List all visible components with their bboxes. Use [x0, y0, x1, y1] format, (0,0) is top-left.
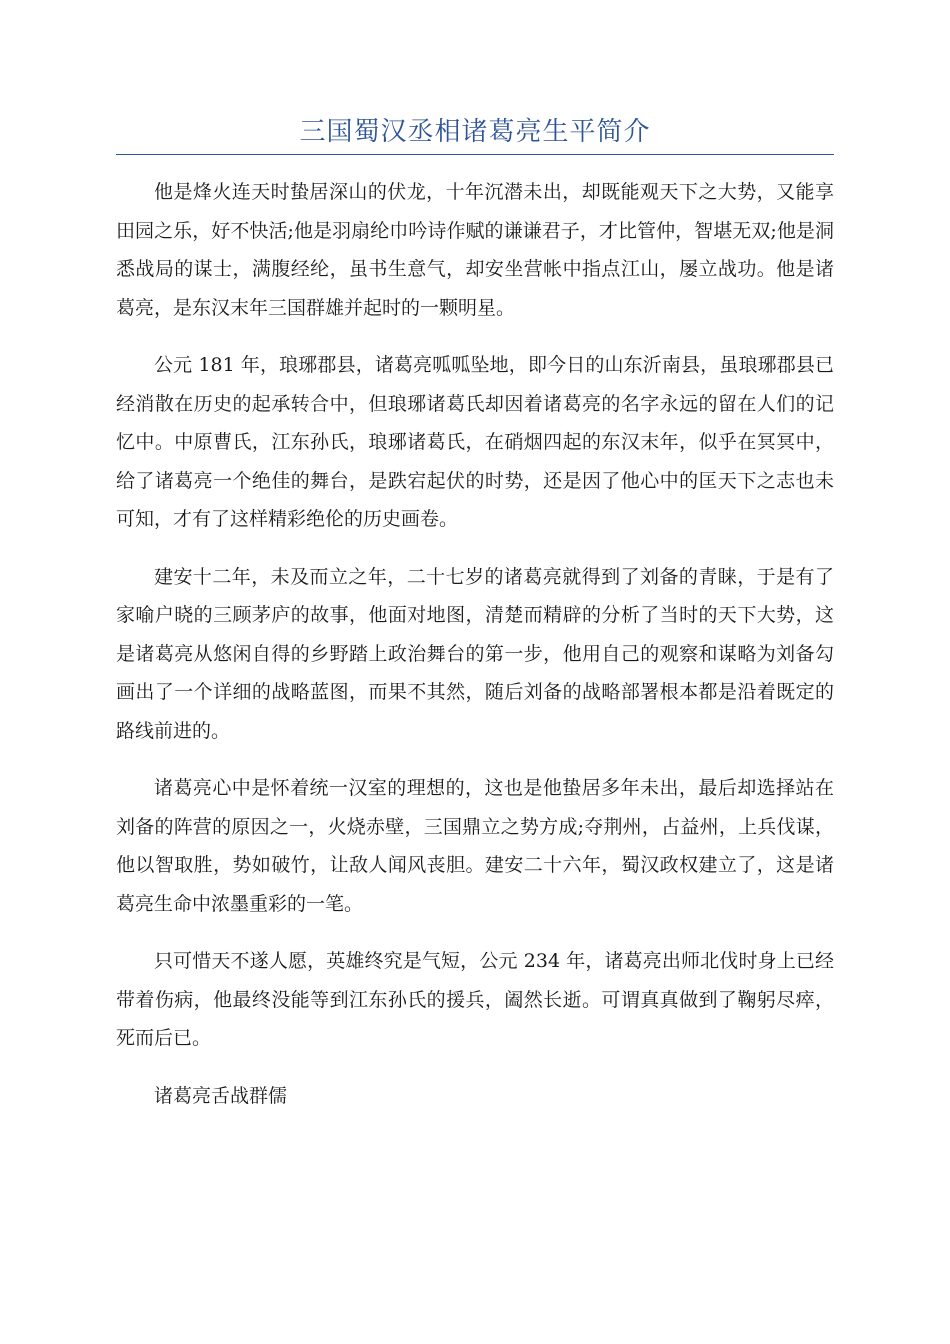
- paragraph-4: 诸葛亮心中是怀着统一汉室的理想的，这也是他蛰居多年未出，最后却选择站在刘备的阵营的原因之一，火烧赤壁，三国鼎立之势方成;夺荆州，占益州，上兵伐谋，他以智取胜，势如破竹，让敌人闻风丧胆。建安二十六年，蜀汉政权建立了，这是诸葛亮生命中浓墨重彩的一笔。: [116, 777, 834, 915]
- document-body: [116, 173, 834, 1134]
- section-heading: 诸葛亮舌战群儒: [154, 1084, 288, 1107]
- title-underline: [116, 154, 834, 155]
- paragraph-3: 建安十二年，未及而立之年，二十七岁的诸葛亮就得到了刘备的青睐，于是有了家喻户晓的三顾茅庐的故事，他面对地图，清楚而精辟的分析了当时的天下大势，这是诸葛亮从悠闲自得的乡野踏上政治舞台的第一步，他用自己的观察和谋略为刘备勾画出了一个详细的战略蓝图，而果不其然，随后刘备的战略部署根本都是沿着既定的路线前进的。: [116, 565, 834, 742]
- paragraph-5: 只可惜天不遂人愿，英雄终究是气短，公元 234 年，诸葛亮出师北伐时身上已经带着伤病，他最终没能等到江东孙氏的援兵，阖然长逝。可谓真真做到了鞠躬尽瘁，死而后已。: [116, 950, 834, 1049]
- document-title: 三国蜀汉丞相诸葛亮生平简介: [299, 117, 651, 147]
- paragraph-1: 他是烽火连天时蛰居深山的伏龙，十年沉潜未出，却既能观天下之大势，又能享田园之乐，好不快活;他是羽扇纶巾吟诗作赋的谦谦君子，才比管仲，智堪无双;他是洞悉战局的谋士，满腹经纶，虽书生意气，却安坐营帐中指点江山，屡立战功。他是诸葛亮，是东汉末年三国群雄并起时的一颗明星。: [116, 181, 834, 319]
- paragraph-2: 公元 181 年，琅琊郡县，诸葛亮呱呱坠地，即今日的山东沂南县，虽琅琊郡县已经消散在历史的起承转合中，但琅琊诸葛氏却因着诸葛亮的名字永远的留在人们的记忆中。中原曹氏，江东孙氏，琅琊诸葛氏，在硝烟四起的东汉末年，似乎在冥冥中，给了诸葛亮一个绝佳的舞台，是跌宕起伏的时势，还是因了他心中的匡天下之志也未可知，才有了这样精彩绝伦的历史画卷。: [116, 354, 834, 530]
